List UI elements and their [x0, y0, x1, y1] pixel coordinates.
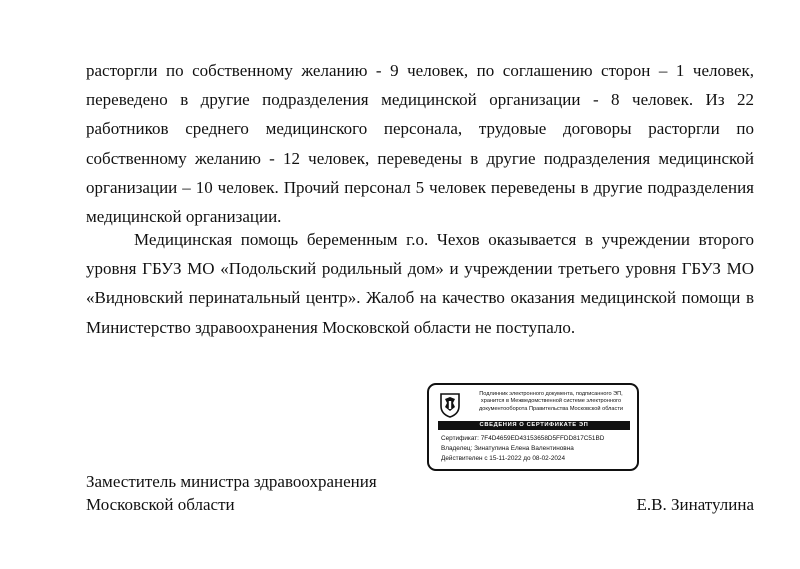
stamp-owner: Владелец: Зинатулина Елена Валентиновна — [441, 445, 574, 452]
stamp-notice-text: Подлинник электронного документа, подписанного ЭП, хранится в Межведомственной системе электронного документооборота Правительства Московской области — [478, 391, 624, 412]
stamp-certificate-details — [441, 434, 635, 464]
coat-of-arms-icon — [439, 392, 461, 418]
paragraph-maternity-care: Медицинская помощь беременным г.о. Чехов оказывается в учреждении второго уровня ГБУЗ МО «Подольский родильный дом» и учреждении третьего уровня ГБУЗ МО «Видновский перинатальный центр». Жалоб на качество оказания медицинской помощи в Министерство здравоохранения Московской области не поступало. — [86, 230, 754, 337]
stamp-certificate-number: Сертификат: 7F4D4659ED43153658D5FFDD817C51BD — [441, 435, 605, 442]
stamp-certificate-band: СВЕДЕНИЯ О СЕРТИФИКАТЕ ЭП — [438, 421, 630, 430]
signatory-position-line2: Московской области — [86, 495, 235, 514]
signatory-name: Е.В. Зинатулина — [636, 495, 754, 514]
signatory-position — [86, 470, 377, 516]
stamp-validity: Действителен с 15-11-2022 до 08-02-2024 — [441, 455, 566, 462]
paragraph-staff-turnover: расторгли по собственному желанию - 9 человек, по соглашению сторон – 1 человек, переведено в другие подразделения медицинской организации - 8 человек. Из 22 работников среднего медицинского персонала, трудовые договоры расторгли по собственному желанию - 12 человек, переведены в другие подразделения медицинской организации – 10 человек. Прочий персонал 5 человек переведены в другие подразделения медицинской организации. — [86, 61, 754, 227]
electronic-signature-stamp — [427, 383, 639, 471]
signatory-position-line1: Заместитель министра здравоохранения — [86, 472, 377, 491]
